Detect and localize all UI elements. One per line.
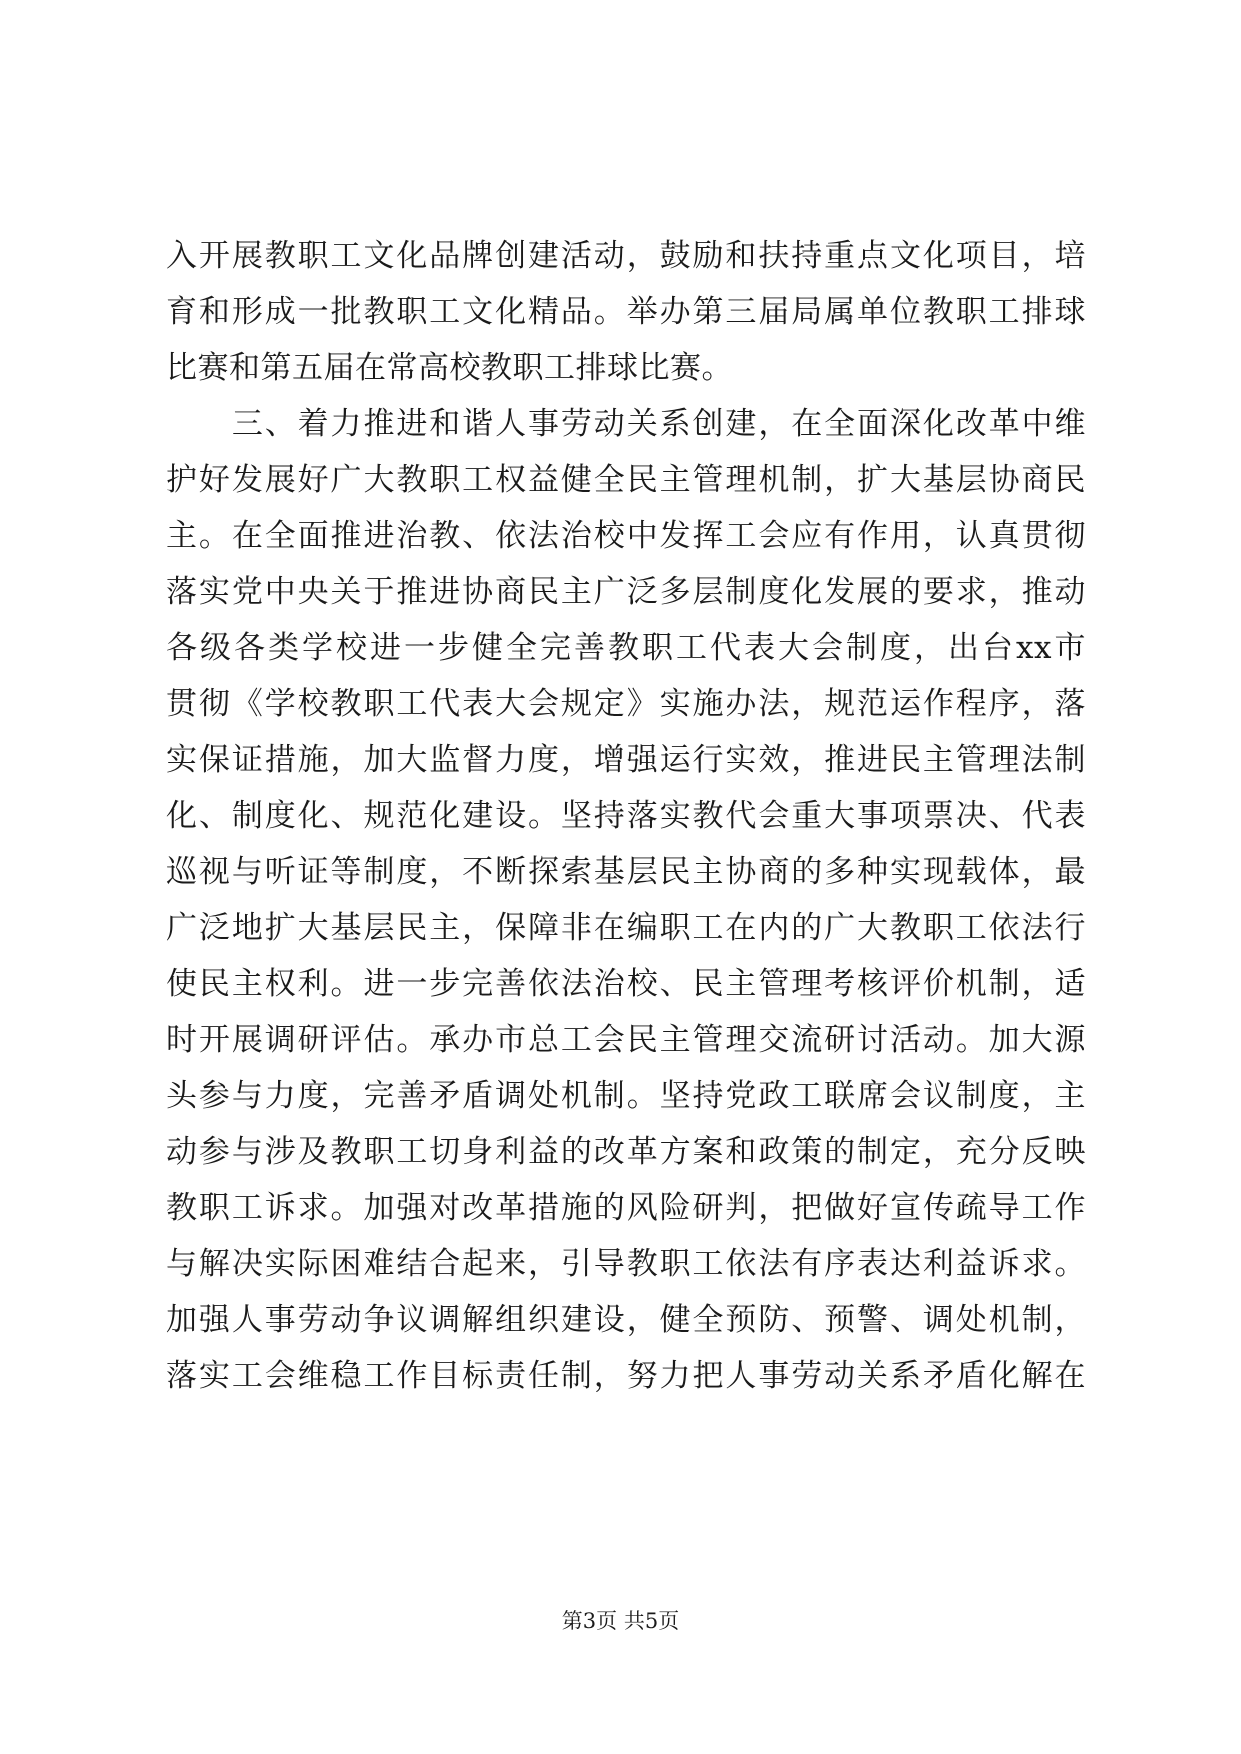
text-line: 广泛地扩大基层民主，保障非在编职工在内的广大教职工依法行	[166, 910, 1086, 946]
text-line: 教职工诉求。加强对改革措施的风险研判，把做好宣传疏导工作	[166, 1190, 1086, 1226]
text-line: 各级各类学校进一步健全完善教职工代表大会制度，出台xx市	[166, 630, 1086, 666]
text-line: 实保证措施，加大监督力度，增强运行实效，推进民主管理法制	[166, 742, 1086, 778]
text-line: 使民主权利。进一步完善依法治校、民主管理考核评价机制，适	[166, 966, 1086, 1002]
text-line: 巡视与听证等制度，不断探索基层民主协商的多种实现载体，最	[166, 854, 1086, 890]
text-line: 落实党中央关于推进协商民主广泛多层制度化发展的要求，推动	[166, 574, 1086, 610]
text-line: 比赛和第五届在常高校教职工排球比赛。	[166, 350, 733, 386]
text-line: 动参与涉及教职工切身利益的改革方案和政策的制定，充分反映	[166, 1134, 1086, 1170]
text-line: 落实工会维稳工作目标责任制，努力把人事劳动关系矛盾化解在	[166, 1358, 1086, 1394]
text-line: 头参与力度，完善矛盾调处机制。坚持党政工联席会议制度，主	[166, 1078, 1086, 1114]
text-line: 贯彻《学校教职工代表大会规定》实施办法，规范运作程序，落	[166, 686, 1086, 722]
text-line: 加强人事劳动争议调解组织建设，健全预防、预警、调处机制，	[166, 1302, 1086, 1338]
text-line: 化、制度化、规范化建设。坚持落实教代会重大事项票决、代表	[166, 798, 1086, 834]
page-number-footer: 第3页 共5页	[561, 1609, 680, 1633]
text-line: 护好发展好广大教职工权益健全民主管理机制，扩大基层协商民	[166, 462, 1086, 498]
text-line: 入开展教职工文化品牌创建活动，鼓励和扶持重点文化项目，培	[166, 238, 1086, 274]
text-line: 育和形成一批教职工文化精品。举办第三届局属单位教职工排球	[166, 294, 1086, 330]
document-body	[166, 228, 1086, 1404]
text-line: 与解决实际困难结合起来，引导教职工依法有序表达利益诉求。	[166, 1246, 1086, 1282]
text-line: 时开展调研评估。承办市总工会民主管理交流研讨活动。加大源	[166, 1022, 1086, 1058]
text-line: 主。在全面推进治教、依法治校中发挥工会应有作用，认真贯彻	[166, 518, 1086, 554]
text-line: 三、着力推进和谐人事劳动关系创建，在全面深化改革中维	[166, 406, 1086, 442]
